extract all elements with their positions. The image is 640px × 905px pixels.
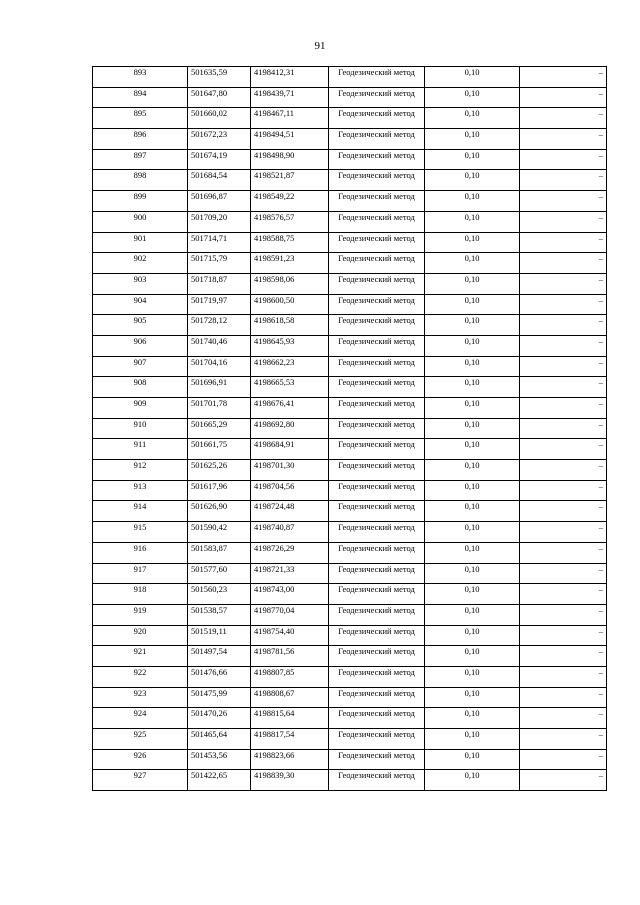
description-cell: –: [520, 294, 607, 315]
x-coordinate-cell: 501422,65: [188, 770, 251, 791]
y-coordinate-cell: 4198817,54: [251, 729, 329, 750]
x-coordinate-cell: 501647,80: [188, 87, 251, 108]
method-cell: Геодезический метод: [329, 418, 425, 439]
description-cell: –: [520, 480, 607, 501]
precision-cell: 0,10: [425, 501, 520, 522]
precision-cell: 0,10: [425, 708, 520, 729]
precision-cell: 0,10: [425, 253, 520, 274]
point-number-cell: 894: [93, 87, 188, 108]
table-row: [93, 232, 607, 253]
table-row: [93, 356, 607, 377]
description-cell: –: [520, 87, 607, 108]
precision-cell: 0,10: [425, 211, 520, 232]
table-row: [93, 108, 607, 129]
point-number-cell: 915: [93, 522, 188, 543]
precision-cell: 0,10: [425, 749, 520, 770]
y-coordinate-cell: 4198684,91: [251, 439, 329, 460]
description-cell: –: [520, 149, 607, 170]
description-cell: –: [520, 666, 607, 687]
description-cell: –: [520, 522, 607, 543]
y-coordinate-cell: 4198839,30: [251, 770, 329, 791]
precision-cell: 0,10: [425, 439, 520, 460]
method-cell: Геодезический метод: [329, 646, 425, 667]
precision-cell: 0,10: [425, 67, 520, 88]
description-cell: –: [520, 729, 607, 750]
x-coordinate-cell: 501674,19: [188, 149, 251, 170]
point-number-cell: 908: [93, 377, 188, 398]
method-cell: Геодезический метод: [329, 480, 425, 501]
precision-cell: 0,10: [425, 522, 520, 543]
table-row: [93, 129, 607, 150]
point-number-cell: 910: [93, 418, 188, 439]
x-coordinate-cell: 501476,66: [188, 666, 251, 687]
method-cell: Геодезический метод: [329, 108, 425, 129]
y-coordinate-cell: 4198692,80: [251, 418, 329, 439]
description-cell: –: [520, 67, 607, 88]
description-cell: –: [520, 563, 607, 584]
description-cell: –: [520, 273, 607, 294]
y-coordinate-cell: 4198701,30: [251, 460, 329, 481]
x-coordinate-cell: 501718,87: [188, 273, 251, 294]
x-coordinate-cell: 501470,26: [188, 708, 251, 729]
x-coordinate-cell: 501709,20: [188, 211, 251, 232]
method-cell: Геодезический метод: [329, 501, 425, 522]
table-row: [93, 749, 607, 770]
x-coordinate-cell: 501704,16: [188, 356, 251, 377]
precision-cell: 0,10: [425, 191, 520, 212]
precision-cell: 0,10: [425, 273, 520, 294]
method-cell: Геодезический метод: [329, 356, 425, 377]
point-number-cell: 906: [93, 335, 188, 356]
table-row: [93, 294, 607, 315]
method-cell: Геодезический метод: [329, 211, 425, 232]
point-number-cell: 924: [93, 708, 188, 729]
table-row: [93, 480, 607, 501]
description-cell: –: [520, 501, 607, 522]
x-coordinate-cell: 501684,54: [188, 170, 251, 191]
table-row: [93, 418, 607, 439]
point-number-cell: 917: [93, 563, 188, 584]
point-number-cell: 922: [93, 666, 188, 687]
description-cell: –: [520, 584, 607, 605]
description-cell: –: [520, 604, 607, 625]
y-coordinate-cell: 4198588,75: [251, 232, 329, 253]
x-coordinate-cell: 501617,96: [188, 480, 251, 501]
precision-cell: 0,10: [425, 729, 520, 750]
page-number: 91: [314, 40, 326, 52]
point-number-cell: 918: [93, 584, 188, 605]
table-row: [93, 170, 607, 191]
description-cell: –: [520, 708, 607, 729]
y-coordinate-cell: 4198781,56: [251, 646, 329, 667]
description-cell: –: [520, 232, 607, 253]
table-row: [93, 253, 607, 274]
table-row: [93, 501, 607, 522]
y-coordinate-cell: 4198645,93: [251, 335, 329, 356]
method-cell: Геодезический метод: [329, 563, 425, 584]
table-row: [93, 604, 607, 625]
method-cell: Геодезический метод: [329, 253, 425, 274]
table-row: [93, 687, 607, 708]
y-coordinate-cell: 4198467,11: [251, 108, 329, 129]
method-cell: Геодезический метод: [329, 294, 425, 315]
x-coordinate-cell: 501475,99: [188, 687, 251, 708]
precision-cell: 0,10: [425, 170, 520, 191]
point-number-cell: 919: [93, 604, 188, 625]
table-row: [93, 149, 607, 170]
method-cell: Геодезический метод: [329, 708, 425, 729]
point-number-cell: 920: [93, 625, 188, 646]
table-row: [93, 522, 607, 543]
precision-cell: 0,10: [425, 356, 520, 377]
x-coordinate-cell: 501625,26: [188, 460, 251, 481]
y-coordinate-cell: 4198676,41: [251, 398, 329, 419]
y-coordinate-cell: 4198815,64: [251, 708, 329, 729]
point-number-cell: 895: [93, 108, 188, 129]
point-number-cell: 926: [93, 749, 188, 770]
precision-cell: 0,10: [425, 315, 520, 336]
method-cell: Геодезический метод: [329, 377, 425, 398]
x-coordinate-cell: 501538,57: [188, 604, 251, 625]
y-coordinate-cell: 4198726,29: [251, 542, 329, 563]
method-cell: Геодезический метод: [329, 770, 425, 791]
table-row: [93, 646, 607, 667]
description-cell: –: [520, 542, 607, 563]
point-number-cell: 907: [93, 356, 188, 377]
description-cell: –: [520, 377, 607, 398]
coordinates-table-body: [93, 67, 607, 791]
point-number-cell: 901: [93, 232, 188, 253]
method-cell: Геодезический метод: [329, 67, 425, 88]
table-row: [93, 542, 607, 563]
y-coordinate-cell: 4198591,23: [251, 253, 329, 274]
y-coordinate-cell: 4198740,87: [251, 522, 329, 543]
y-coordinate-cell: 4198704,56: [251, 480, 329, 501]
point-number-cell: 916: [93, 542, 188, 563]
precision-cell: 0,10: [425, 149, 520, 170]
x-coordinate-cell: 501635,59: [188, 67, 251, 88]
description-cell: –: [520, 625, 607, 646]
method-cell: Геодезический метод: [329, 460, 425, 481]
y-coordinate-cell: 4198618,58: [251, 315, 329, 336]
method-cell: Геодезический метод: [329, 584, 425, 605]
x-coordinate-cell: 501661,75: [188, 439, 251, 460]
point-number-cell: 923: [93, 687, 188, 708]
description-cell: –: [520, 315, 607, 336]
method-cell: Геодезический метод: [329, 687, 425, 708]
method-cell: Геодезический метод: [329, 273, 425, 294]
method-cell: Геодезический метод: [329, 522, 425, 543]
coordinates-table: [92, 66, 607, 791]
table-row: [93, 87, 607, 108]
method-cell: Геодезический метод: [329, 149, 425, 170]
description-cell: –: [520, 170, 607, 191]
description-cell: –: [520, 191, 607, 212]
x-coordinate-cell: 501560,23: [188, 584, 251, 605]
y-coordinate-cell: 4198494,51: [251, 129, 329, 150]
y-coordinate-cell: 4198439,71: [251, 87, 329, 108]
table-row: [93, 335, 607, 356]
x-coordinate-cell: 501715,79: [188, 253, 251, 274]
point-number-cell: 899: [93, 191, 188, 212]
y-coordinate-cell: 4198807,85: [251, 666, 329, 687]
y-coordinate-cell: 4198600,50: [251, 294, 329, 315]
x-coordinate-cell: 501714,71: [188, 232, 251, 253]
description-cell: –: [520, 253, 607, 274]
description-cell: –: [520, 356, 607, 377]
description-cell: –: [520, 460, 607, 481]
method-cell: Геодезический метод: [329, 749, 425, 770]
method-cell: Геодезический метод: [329, 542, 425, 563]
precision-cell: 0,10: [425, 542, 520, 563]
table-row: [93, 563, 607, 584]
point-number-cell: 905: [93, 315, 188, 336]
description-cell: –: [520, 687, 607, 708]
point-number-cell: 893: [93, 67, 188, 88]
method-cell: Геодезический метод: [329, 335, 425, 356]
precision-cell: 0,10: [425, 108, 520, 129]
table-row: [93, 211, 607, 232]
precision-cell: 0,10: [425, 129, 520, 150]
table-row: [93, 273, 607, 294]
x-coordinate-cell: 501672,23: [188, 129, 251, 150]
x-coordinate-cell: 501701,78: [188, 398, 251, 419]
method-cell: Геодезический метод: [329, 625, 425, 646]
description-cell: –: [520, 108, 607, 129]
precision-cell: 0,10: [425, 377, 520, 398]
precision-cell: 0,10: [425, 294, 520, 315]
method-cell: Геодезический метод: [329, 604, 425, 625]
table-row: [93, 729, 607, 750]
point-number-cell: 914: [93, 501, 188, 522]
table-row: [93, 460, 607, 481]
table-row: [93, 67, 607, 88]
point-number-cell: 927: [93, 770, 188, 791]
point-number-cell: 904: [93, 294, 188, 315]
table-row: [93, 666, 607, 687]
description-cell: –: [520, 211, 607, 232]
method-cell: Геодезический метод: [329, 232, 425, 253]
method-cell: Геодезический метод: [329, 315, 425, 336]
precision-cell: 0,10: [425, 232, 520, 253]
point-number-cell: 925: [93, 729, 188, 750]
y-coordinate-cell: 4198770,04: [251, 604, 329, 625]
method-cell: Геодезический метод: [329, 129, 425, 150]
x-coordinate-cell: 501719,97: [188, 294, 251, 315]
description-cell: –: [520, 398, 607, 419]
description-cell: –: [520, 749, 607, 770]
x-coordinate-cell: 501590,42: [188, 522, 251, 543]
x-coordinate-cell: 501660,02: [188, 108, 251, 129]
y-coordinate-cell: 4198724,48: [251, 501, 329, 522]
y-coordinate-cell: 4198721,33: [251, 563, 329, 584]
x-coordinate-cell: 501740,46: [188, 335, 251, 356]
point-number-cell: 898: [93, 170, 188, 191]
y-coordinate-cell: 4198754,40: [251, 625, 329, 646]
x-coordinate-cell: 501696,87: [188, 191, 251, 212]
method-cell: Геодезический метод: [329, 170, 425, 191]
precision-cell: 0,10: [425, 87, 520, 108]
description-cell: –: [520, 335, 607, 356]
x-coordinate-cell: 501626,90: [188, 501, 251, 522]
precision-cell: 0,10: [425, 584, 520, 605]
precision-cell: 0,10: [425, 418, 520, 439]
precision-cell: 0,10: [425, 563, 520, 584]
description-cell: –: [520, 418, 607, 439]
table-row: [93, 398, 607, 419]
precision-cell: 0,10: [425, 625, 520, 646]
y-coordinate-cell: 4198549,22: [251, 191, 329, 212]
y-coordinate-cell: 4198576,57: [251, 211, 329, 232]
x-coordinate-cell: 501577,60: [188, 563, 251, 584]
method-cell: Геодезический метод: [329, 191, 425, 212]
method-cell: Геодезический метод: [329, 439, 425, 460]
point-number-cell: 911: [93, 439, 188, 460]
x-coordinate-cell: 501696,91: [188, 377, 251, 398]
point-number-cell: 896: [93, 129, 188, 150]
table-row: [93, 770, 607, 791]
point-number-cell: 912: [93, 460, 188, 481]
point-number-cell: 921: [93, 646, 188, 667]
x-coordinate-cell: 501497,54: [188, 646, 251, 667]
x-coordinate-cell: 501583,87: [188, 542, 251, 563]
y-coordinate-cell: 4198598,06: [251, 273, 329, 294]
x-coordinate-cell: 501465,64: [188, 729, 251, 750]
table-row: [93, 708, 607, 729]
precision-cell: 0,10: [425, 460, 520, 481]
table-row: [93, 191, 607, 212]
point-number-cell: 902: [93, 253, 188, 274]
precision-cell: 0,10: [425, 480, 520, 501]
x-coordinate-cell: 501728,12: [188, 315, 251, 336]
y-coordinate-cell: 4198808,67: [251, 687, 329, 708]
table-row: [93, 439, 607, 460]
x-coordinate-cell: 501519,11: [188, 625, 251, 646]
precision-cell: 0,10: [425, 604, 520, 625]
description-cell: –: [520, 646, 607, 667]
y-coordinate-cell: 4198662,23: [251, 356, 329, 377]
x-coordinate-cell: 501453,56: [188, 749, 251, 770]
table-row: [93, 584, 607, 605]
precision-cell: 0,10: [425, 335, 520, 356]
table-row: [93, 377, 607, 398]
y-coordinate-cell: 4198823,66: [251, 749, 329, 770]
description-cell: –: [520, 770, 607, 791]
precision-cell: 0,10: [425, 770, 520, 791]
method-cell: Геодезический метод: [329, 729, 425, 750]
x-coordinate-cell: 501665,29: [188, 418, 251, 439]
table-row: [93, 315, 607, 336]
point-number-cell: 913: [93, 480, 188, 501]
point-number-cell: 909: [93, 398, 188, 419]
point-number-cell: 903: [93, 273, 188, 294]
method-cell: Геодезический метод: [329, 398, 425, 419]
precision-cell: 0,10: [425, 687, 520, 708]
description-cell: –: [520, 439, 607, 460]
description-cell: –: [520, 129, 607, 150]
table-row: [93, 625, 607, 646]
y-coordinate-cell: 4198498,90: [251, 149, 329, 170]
point-number-cell: 897: [93, 149, 188, 170]
point-number-cell: 900: [93, 211, 188, 232]
y-coordinate-cell: 4198743,00: [251, 584, 329, 605]
precision-cell: 0,10: [425, 666, 520, 687]
y-coordinate-cell: 4198412,31: [251, 67, 329, 88]
y-coordinate-cell: 4198665,53: [251, 377, 329, 398]
y-coordinate-cell: 4198521,87: [251, 170, 329, 191]
method-cell: Геодезический метод: [329, 666, 425, 687]
method-cell: Геодезический метод: [329, 87, 425, 108]
precision-cell: 0,10: [425, 398, 520, 419]
precision-cell: 0,10: [425, 646, 520, 667]
